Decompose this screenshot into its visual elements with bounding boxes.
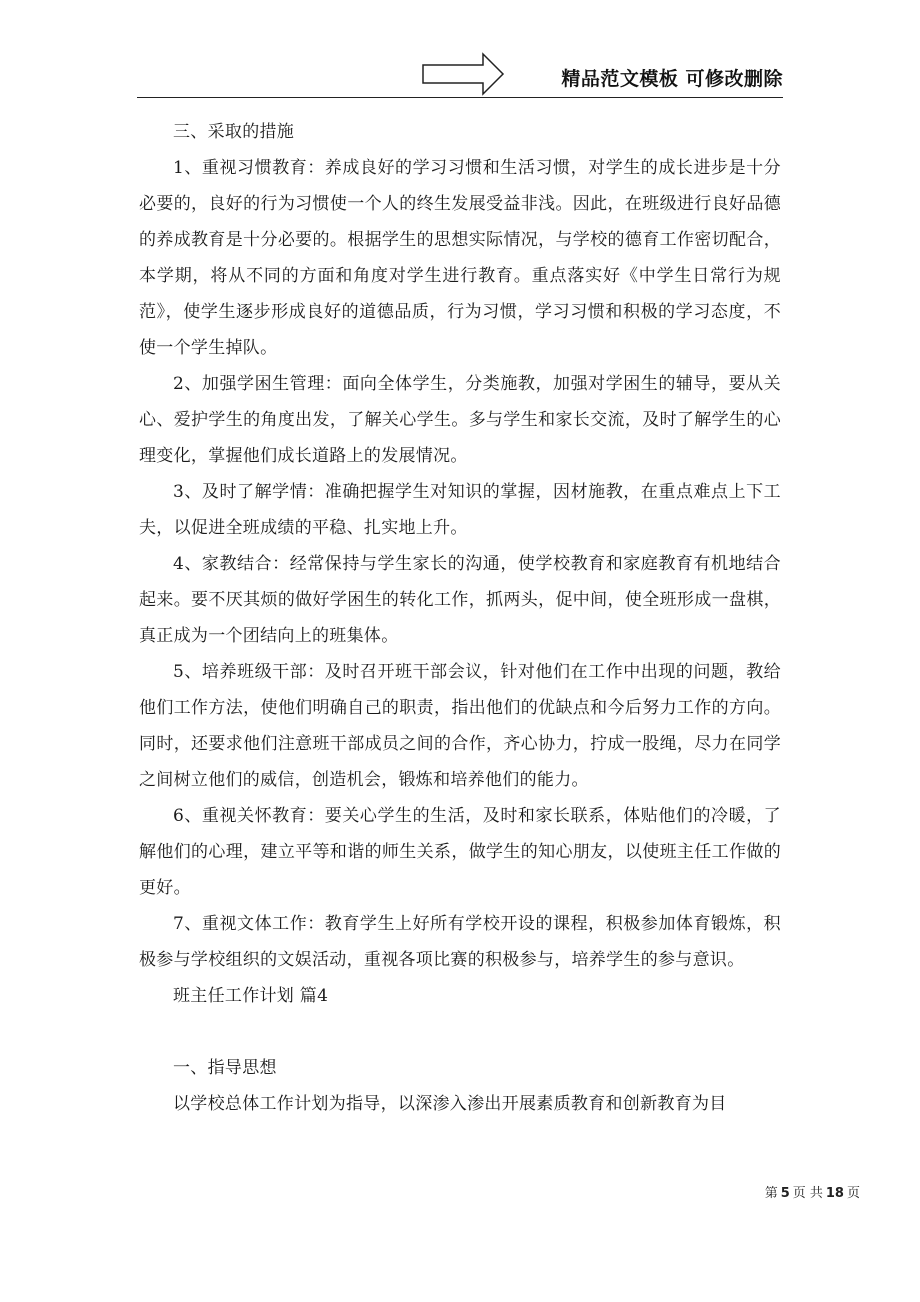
header-rule [137, 97, 783, 98]
section-heading: 一、指导思想 [173, 1058, 277, 1078]
header-title: 精品范文模板 可修改删除 [561, 68, 783, 90]
paragraph: 3、及时了解学情：准确把握学生对知识的掌握，因材施教，在重点难点上下工夫，以促进全班成绩的平稳、扎实地上升。 [139, 482, 781, 538]
paragraph: 5、培养班级干部：及时召开班干部会议，针对他们在工作中出现的问题，教给他们工作方法，使他们明确自己的职责，指出他们的优缺点和今后努力工作的方向。同时，还要求他们注意班干部成员之间的合作，齐心协力，拧成一股绳，尽力在同学之间树立他们的威信，创造机会，锻炼和培养他们的能力。 [139, 662, 781, 790]
paragraph: 6、重视关怀教育：要关心学生的生活，及时和家长联系，体贴他们的冷暖，了解他们的心理，建立平等和谐的师生关系，做学生的知心朋友，以使班主任工作做的更好。 [139, 806, 781, 898]
document-body [139, 114, 781, 1122]
footer-middle: 页 共 [792, 1186, 823, 1201]
paragraph: 2、加强学困生管理：面向全体学生，分类施教，加强对学困生的辅导，要从关心、爱护学生的角度出发，了解关心学生。多与学生和家长交流，及时了解学生的心理变化，掌握他们成长道路上的发展情况。 [139, 374, 781, 466]
article-title: 班主任工作计划 篇4 [173, 986, 329, 1006]
spacer [139, 1014, 781, 1050]
page-footer [765, 1182, 860, 1201]
total-pages-number: 18 [825, 1186, 844, 1201]
footer-prefix: 第 [764, 1186, 778, 1201]
footer-suffix: 页 [846, 1186, 860, 1201]
section-heading: 三、采取的措施 [173, 122, 295, 142]
page-header [137, 50, 783, 98]
paragraph: 4、家教结合：经常保持与学生家长的沟通，使学校教育和家庭教育有机地结合起来。要不厌其烦的做好学困生的转化工作，抓两头，促中间，使全班形成一盘棋，真正成为一个团结向上的班集体。 [139, 554, 781, 646]
current-page-number: 5 [780, 1186, 790, 1201]
right-arrow-icon [421, 52, 505, 96]
paragraph: 7、重视文体工作：教育学生上好所有学校开设的课程，积极参加体育锻炼，积极参与学校组织的文娱活动，重视各项比赛的积极参与，培养学生的参与意识。 [139, 914, 781, 970]
paragraph: 以学校总体工作计划为指导，以深渗入渗出开展素质教育和创新教育为目 [173, 1094, 727, 1114]
paragraph: 1、重视习惯教育：养成良好的学习习惯和生活习惯，对学生的成长进步是十分必要的，良好的行为习惯使一个人的终生发展受益非浅。因此，在班级进行良好品德的养成教育是十分必要的。根据学生的思想实际情况，与学校的德育工作密切配合，本学期，将从不同的方面和角度对学生进行教育。重点落实好《中学生日常行为规范》，使学生逐步形成良好的道德品质，行为习惯，学习习惯和积极的学习态度，不使一个学生掉队。 [139, 158, 781, 358]
